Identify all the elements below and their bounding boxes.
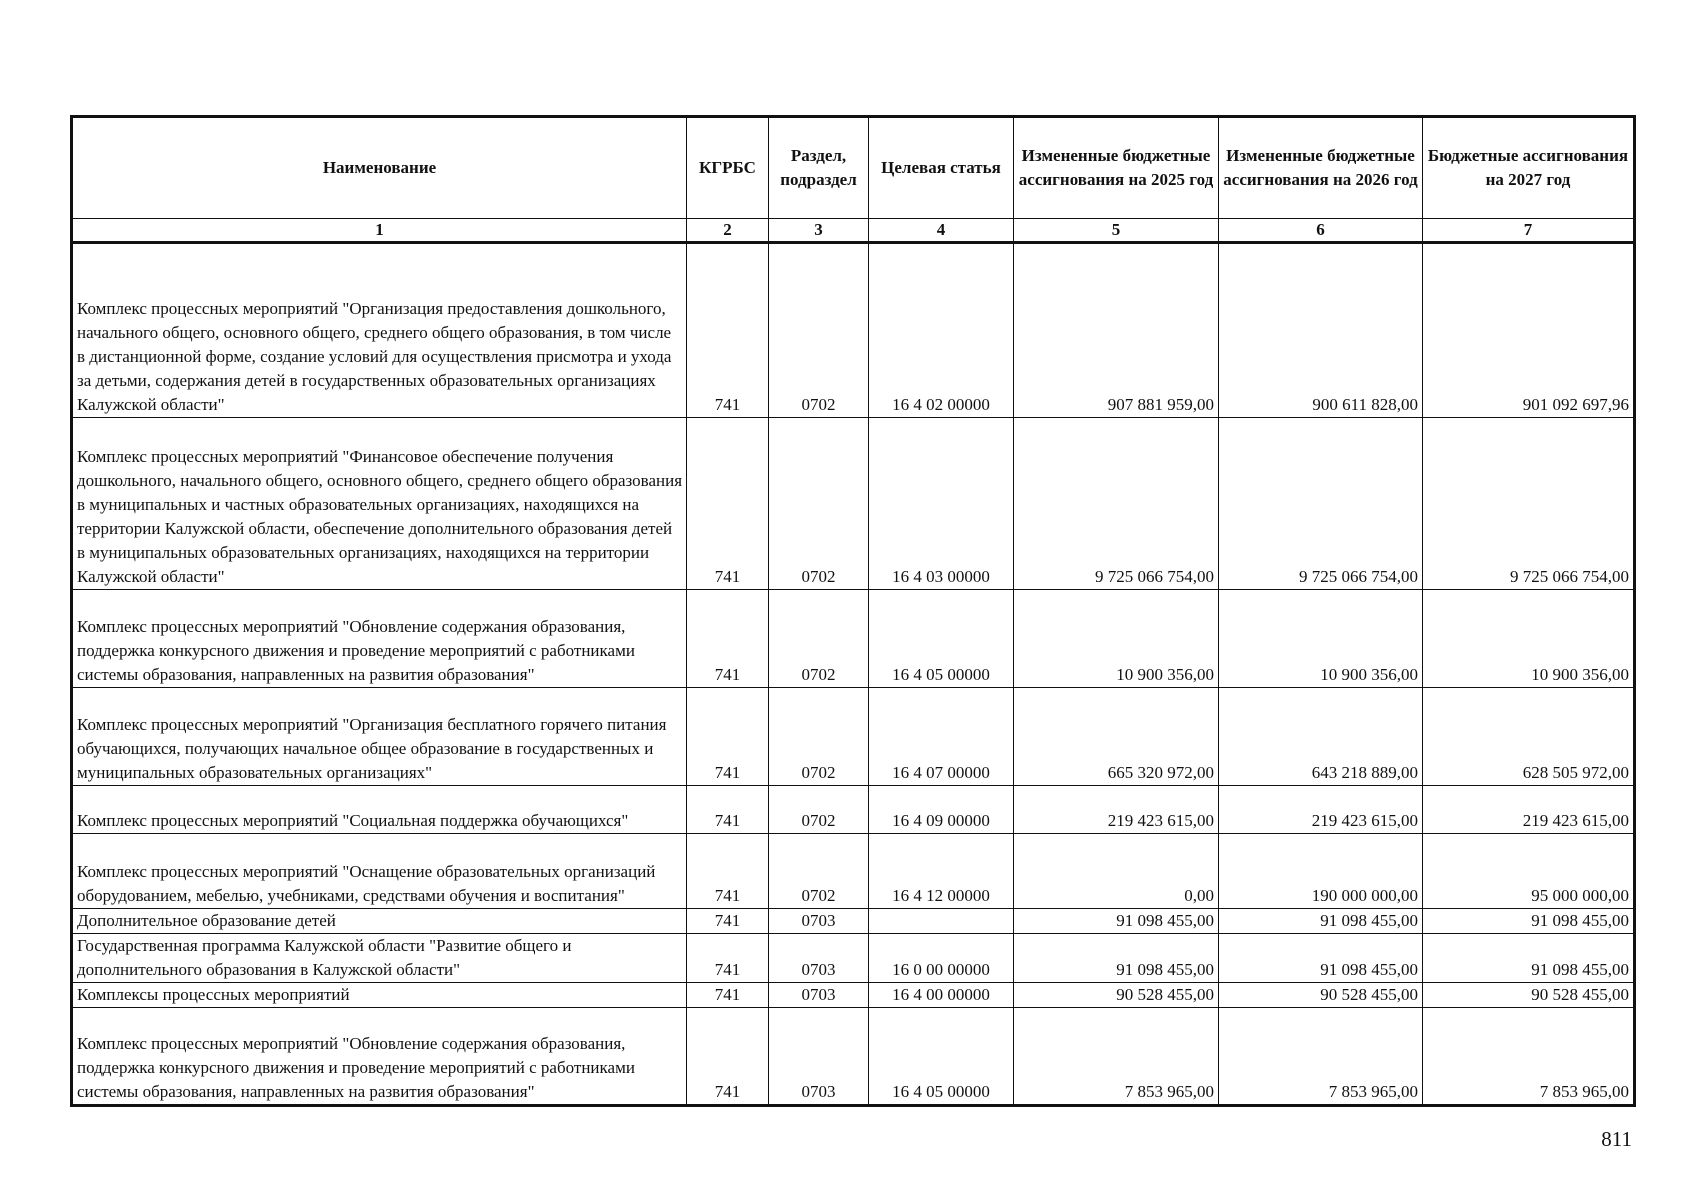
- row-2026: 643 218 889,00: [1219, 688, 1423, 786]
- row-section: 0703: [769, 934, 869, 983]
- table-row: [72, 786, 1635, 834]
- table-row: [72, 418, 1635, 590]
- row-name: Комплекс процессных мероприятий "Организация бесплатного горячего питания обучающихся, получающих начальное общее образование в государственных и муниципальных образовательных организациях": [72, 688, 687, 786]
- row-section: 0702: [769, 418, 869, 590]
- row-2025: 10 900 356,00: [1014, 590, 1219, 688]
- row-kgrbs: 741: [687, 786, 769, 834]
- row-name: Комплекс процессных мероприятий "Оснащение образовательных организаций оборудованием, мебелью, учебниками, средствами обучения и воспитания": [72, 834, 687, 909]
- row-2026: 7 853 965,00: [1219, 1008, 1423, 1106]
- row-2025: 90 528 455,00: [1014, 983, 1219, 1008]
- row-kgrbs: 741: [687, 688, 769, 786]
- table-row: [72, 1008, 1635, 1106]
- row-section: 0702: [769, 786, 869, 834]
- row-kgrbs: 741: [687, 1008, 769, 1106]
- header-kgrbs: КГРБС: [687, 117, 769, 219]
- header-2025: Измененные бюджетные ассигнования на 2025 год: [1014, 117, 1219, 219]
- row-2026: 10 900 356,00: [1219, 590, 1423, 688]
- row-target: 16 0 00 00000: [869, 934, 1014, 983]
- table-row: [72, 934, 1635, 983]
- row-2027: 91 098 455,00: [1423, 909, 1635, 934]
- header-name: Наименование: [72, 117, 687, 219]
- row-target: 16 4 05 00000: [869, 590, 1014, 688]
- row-2027: 95 000 000,00: [1423, 834, 1635, 909]
- row-2026: 9 725 066 754,00: [1219, 418, 1423, 590]
- row-kgrbs: 741: [687, 590, 769, 688]
- row-kgrbs: 741: [687, 243, 769, 418]
- column-number: 7: [1423, 219, 1635, 243]
- column-number: 2: [687, 219, 769, 243]
- row-name: Дополнительное образование детей: [72, 909, 687, 934]
- row-2027: 90 528 455,00: [1423, 983, 1635, 1008]
- row-name: Комплекс процессных мероприятий "Финансовое обеспечение получения дошкольного, начального общего, основного общего, среднего общего образования в муниципальных и частных образовательных организациях, находящихся на территории Калужской области, обеспечение дополнительного образования детей в муниципальных образовательных организациях, находящихся на территории Калужской области": [72, 418, 687, 590]
- row-2025: 665 320 972,00: [1014, 688, 1219, 786]
- row-target: 16 4 03 00000: [869, 418, 1014, 590]
- row-2026: 91 098 455,00: [1219, 909, 1423, 934]
- column-number: 4: [869, 219, 1014, 243]
- row-2027: 9 725 066 754,00: [1423, 418, 1635, 590]
- header-2026: Измененные бюджетные ассигнования на 2026 год: [1219, 117, 1423, 219]
- row-target: 16 4 09 00000: [869, 786, 1014, 834]
- row-2027: 7 853 965,00: [1423, 1008, 1635, 1106]
- table-row: [72, 983, 1635, 1008]
- table-body: [72, 243, 1635, 1106]
- row-target: 16 4 07 00000: [869, 688, 1014, 786]
- column-number: 3: [769, 219, 869, 243]
- column-number-row: [72, 219, 1635, 243]
- row-section: 0703: [769, 1008, 869, 1106]
- row-section: 0702: [769, 688, 869, 786]
- row-2025: 219 423 615,00: [1014, 786, 1219, 834]
- header-2027: Бюджетные ассигнования на 2027 год: [1423, 117, 1635, 219]
- row-2027: 10 900 356,00: [1423, 590, 1635, 688]
- row-2025: 7 853 965,00: [1014, 1008, 1219, 1106]
- row-2025: 91 098 455,00: [1014, 909, 1219, 934]
- table-row: [72, 834, 1635, 909]
- row-kgrbs: 741: [687, 418, 769, 590]
- row-2025: 91 098 455,00: [1014, 934, 1219, 983]
- budget-table: [70, 115, 1636, 1107]
- table-row: [72, 909, 1635, 934]
- table-row: [72, 590, 1635, 688]
- column-number: 5: [1014, 219, 1219, 243]
- row-2026: 90 528 455,00: [1219, 983, 1423, 1008]
- row-target: [869, 909, 1014, 934]
- row-2027: 901 092 697,96: [1423, 243, 1635, 418]
- row-section: 0702: [769, 590, 869, 688]
- row-target: 16 4 00 00000: [869, 983, 1014, 1008]
- row-section: 0703: [769, 983, 869, 1008]
- row-section: 0702: [769, 243, 869, 418]
- row-kgrbs: 741: [687, 983, 769, 1008]
- table-row: [72, 688, 1635, 786]
- column-number: 1: [72, 219, 687, 243]
- row-2026: 91 098 455,00: [1219, 934, 1423, 983]
- row-2027: 91 098 455,00: [1423, 934, 1635, 983]
- row-name: Комплекс процессных мероприятий "Социальная поддержка обучающихся": [72, 786, 687, 834]
- row-2027: 628 505 972,00: [1423, 688, 1635, 786]
- page-number: 811: [1601, 1127, 1632, 1151]
- row-kgrbs: 741: [687, 909, 769, 934]
- row-2026: 219 423 615,00: [1219, 786, 1423, 834]
- row-2026: 190 000 000,00: [1219, 834, 1423, 909]
- table-header: [72, 117, 1635, 243]
- table-row: [72, 243, 1635, 418]
- row-kgrbs: 741: [687, 834, 769, 909]
- row-name: Комплекс процессных мероприятий "Обновление содержания образования, поддержка конкурсного движения и проведение мероприятий с работниками системы образования, направленных на развития образования": [72, 590, 687, 688]
- row-2026: 900 611 828,00: [1219, 243, 1423, 418]
- row-section: 0703: [769, 909, 869, 934]
- row-2025: 9 725 066 754,00: [1014, 418, 1219, 590]
- row-name: Государственная программа Калужской области "Развитие общего и дополнительного образования в Калужской области": [72, 934, 687, 983]
- row-2025: 0,00: [1014, 834, 1219, 909]
- row-2025: 907 881 959,00: [1014, 243, 1219, 418]
- row-name: Комплексы процессных мероприятий: [72, 983, 687, 1008]
- column-number: 6: [1219, 219, 1423, 243]
- row-name: Комплекс процессных мероприятий "Организация предоставления дошкольного, начального общего, основного общего, среднего общего образования, в том числе в дистанционной форме, создание условий для осуществления присмотра и ухода за детьми, содержания детей в государственных образовательных организациях Калужской области": [72, 243, 687, 418]
- header-target: Целевая статья: [869, 117, 1014, 219]
- row-kgrbs: 741: [687, 934, 769, 983]
- row-section: 0702: [769, 834, 869, 909]
- row-target: 16 4 12 00000: [869, 834, 1014, 909]
- row-target: 16 4 05 00000: [869, 1008, 1014, 1106]
- header-row: [72, 117, 1635, 219]
- header-section: Раздел, подраздел: [769, 117, 869, 219]
- row-2027: 219 423 615,00: [1423, 786, 1635, 834]
- row-name: Комплекс процессных мероприятий "Обновление содержания образования, поддержка конкурсного движения и проведение мероприятий с работниками системы образования, направленных на развития образования": [72, 1008, 687, 1106]
- row-target: 16 4 02 00000: [869, 243, 1014, 418]
